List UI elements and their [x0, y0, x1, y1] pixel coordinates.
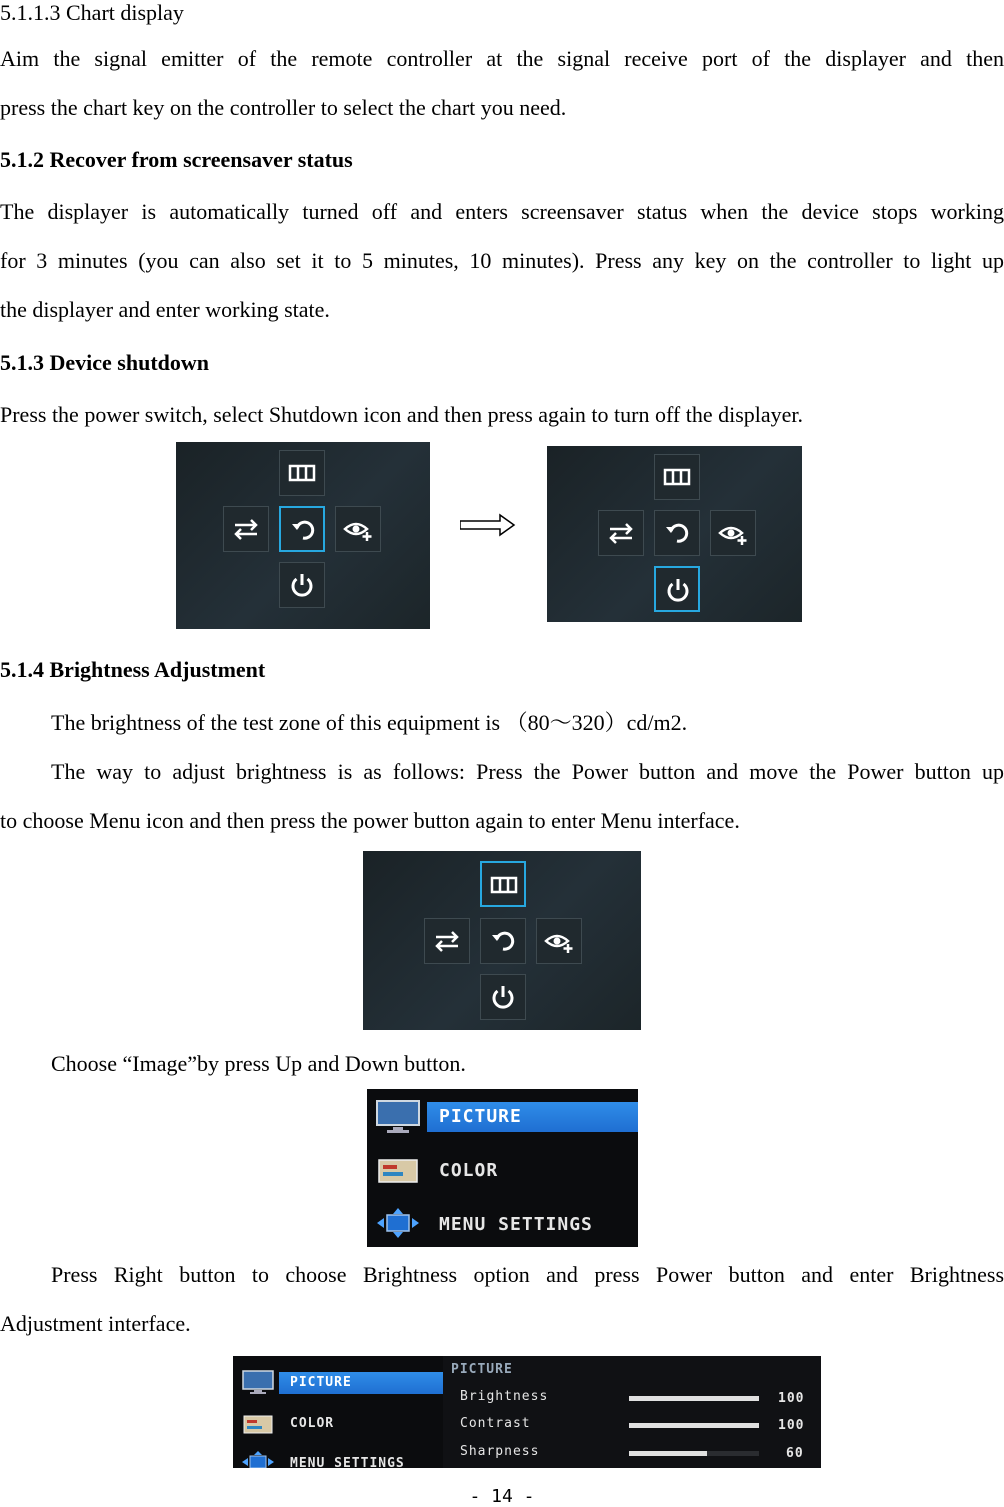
monitor-icon [375, 1099, 421, 1135]
paragraph-screensaver-line2: for 3 minutes (you can also set it to 5 minutes, 10 minutes). Press any key on the controller to light up [0, 248, 1004, 273]
heading-5-1-4: 5.1.4 Brightness Adjustment [0, 657, 266, 682]
paragraph-screensaver-line3: the displayer and enter working state. [0, 297, 330, 322]
paragraph-choose-image: Choose “Image”by press Up and Down button. [51, 1051, 466, 1076]
menu-icon [480, 861, 526, 907]
heading-5-1-2: 5.1.2 Recover from screensaver status [0, 147, 353, 172]
contrast-slider-fill [629, 1423, 759, 1428]
heading-5-1-3: 5.1.3 Device shutdown [0, 350, 210, 375]
move-arrows-icon [241, 1450, 275, 1468]
page-number: - 14 - [469, 1486, 535, 1507]
menu-icon [654, 454, 700, 500]
paragraph-chart-display-line2: press the chart key on the controller to select the chart you need. [0, 95, 567, 120]
menu-item-color: COLOR [439, 1160, 499, 1181]
power-icon [279, 562, 325, 608]
swap-icon [598, 510, 644, 556]
swap-icon [223, 506, 269, 552]
eye-plus-icon [710, 510, 756, 556]
heading-5-1-1-3: 5.1.1.3 Chart display [0, 0, 184, 25]
screenshot-quick-menu-power-selected [547, 446, 802, 622]
brightness-slider-fill [629, 1396, 759, 1401]
paragraph-press-right-line2: Adjustment interface. [0, 1311, 191, 1336]
screenshot-brightness-adjustment [233, 1356, 821, 1468]
screenshot-quick-menu-rotate-selected [176, 442, 430, 629]
panel-title: PICTURE [451, 1362, 513, 1377]
swap-icon [424, 918, 470, 964]
paragraph-press-right-line1: Press Right button to choose Brightness option and press Power button and enter Brightness [51, 1262, 1004, 1287]
paragraph-chart-display-line1: Aim the signal emitter of the remote controller at the signal receive port of the displayer and then [0, 46, 1004, 71]
setting-sharpness-label: Sharpness [460, 1444, 540, 1459]
eye-plus-icon [536, 918, 582, 964]
paragraph-brightness-range: The brightness of the test zone of this equipment is （80～320）cd/m2. [51, 710, 688, 735]
menu-icon [279, 450, 325, 496]
right-arrow-icon [460, 512, 516, 538]
paragraph-screensaver-line1: The displayer is automatically turned off and enters screensaver status when the device stops working [0, 199, 1004, 224]
menu-item-picture: PICTURE [439, 1106, 522, 1127]
menu-item-menu-settings: MENU SETTINGS [439, 1214, 593, 1235]
monitor-icon [241, 1369, 275, 1397]
contrast-slider [629, 1423, 759, 1428]
power-icon [480, 974, 526, 1020]
screenshot-osd-main-menu [367, 1089, 638, 1247]
setting-brightness-value: 100 [778, 1391, 805, 1406]
eye-plus-icon [335, 506, 381, 552]
paragraph-shutdown: Press the power switch, select Shutdown icon and then press again to turn off the displayer. [0, 402, 804, 427]
brightness-slider [629, 1396, 759, 1401]
sharpness-slider-fill [629, 1451, 707, 1456]
paragraph-adjust-line1: The way to adjust brightness is as follows: Press the Power button and move the Power button up [51, 759, 1004, 784]
setting-brightness-label: Brightness [460, 1389, 549, 1404]
rotate-icon [279, 506, 325, 552]
move-arrows-icon [375, 1207, 421, 1239]
menu-item-color: COLOR [290, 1416, 335, 1431]
sharpness-slider [629, 1451, 759, 1456]
rotate-icon [480, 918, 526, 964]
screenshot-quick-menu-menu-selected [363, 851, 641, 1030]
menu-item-menu-settings: MENU SETTINGS [290, 1456, 405, 1468]
setting-contrast-label: Contrast [460, 1416, 531, 1431]
setting-contrast-value: 100 [778, 1418, 805, 1433]
paragraph-adjust-line2: to choose Menu icon and then press the power button again to enter Menu interface. [0, 808, 740, 833]
color-icon [243, 1414, 273, 1436]
color-icon [377, 1157, 419, 1185]
power-icon [654, 566, 700, 612]
setting-sharpness-value: 60 [786, 1446, 804, 1461]
rotate-icon [654, 510, 700, 556]
menu-item-picture: PICTURE [290, 1375, 352, 1390]
